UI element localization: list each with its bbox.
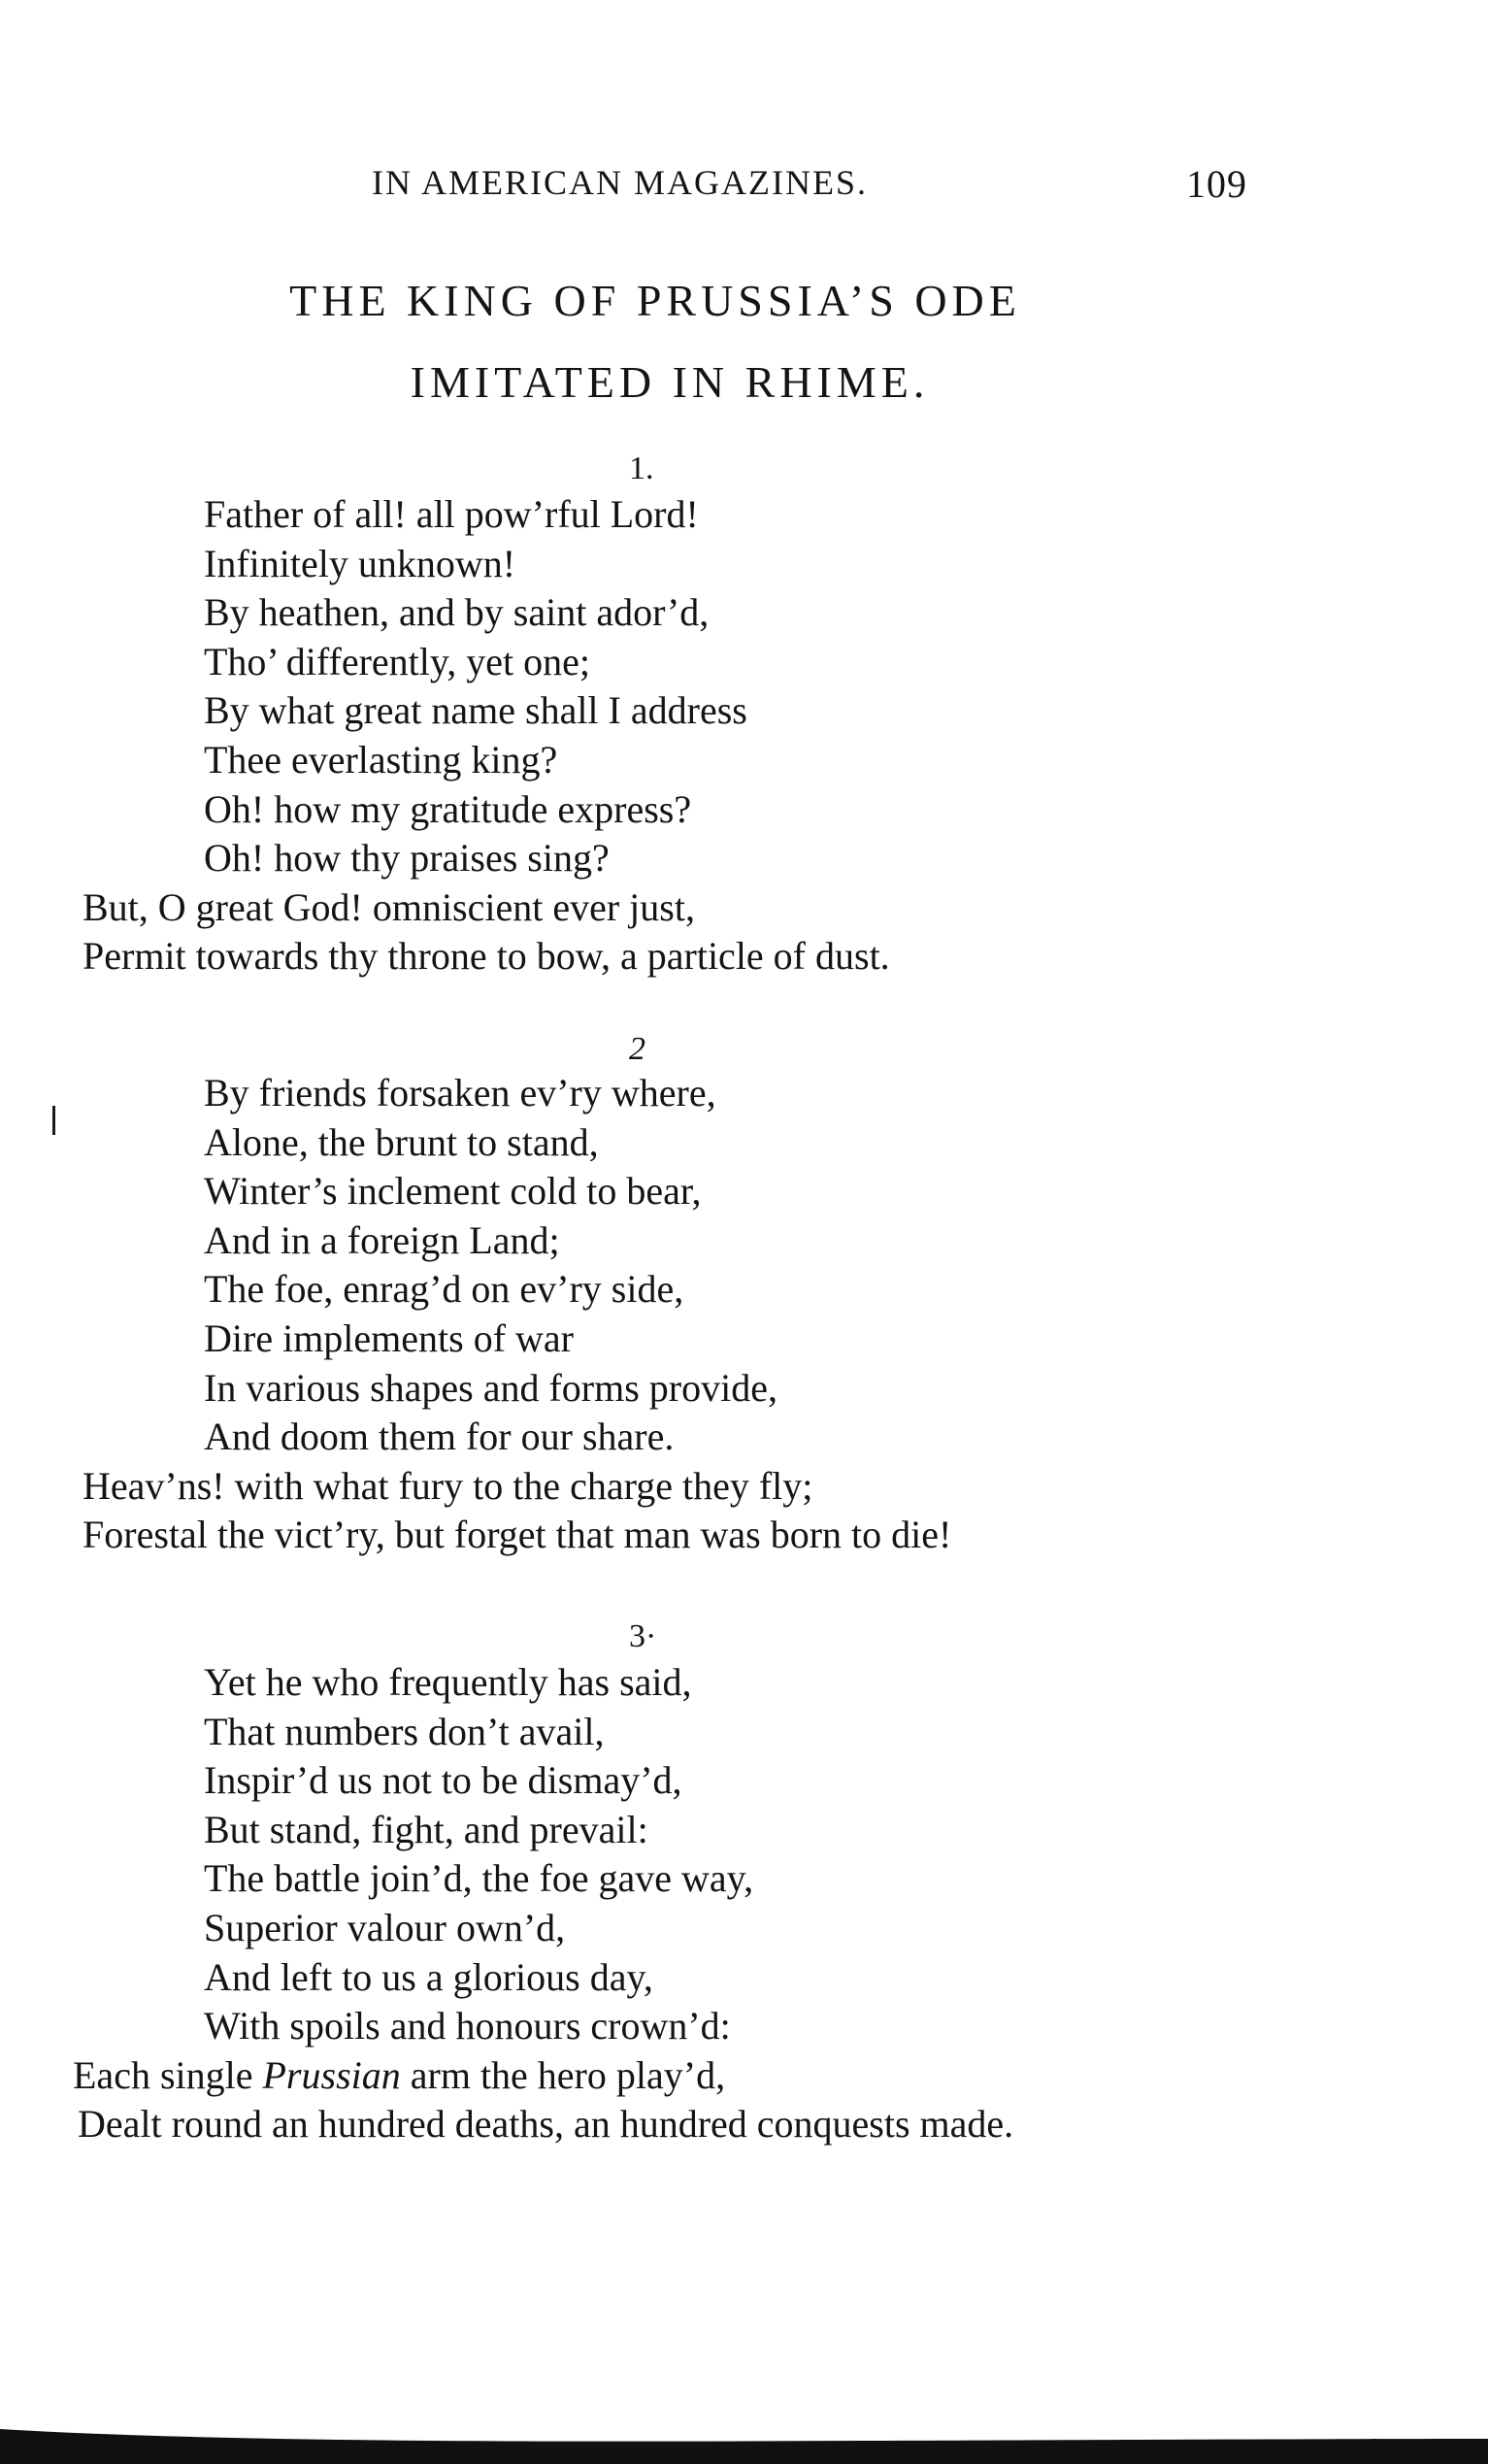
verse-line: Tho’ differently, yet one; — [204, 639, 591, 683]
verse-line: With spoils and honours crown’d: — [204, 2004, 731, 2048]
bottom-edge-shadow — [0, 2419, 1488, 2464]
running-head: IN AMERICAN MAGAZINES. — [372, 163, 868, 202]
stanza — [0, 490, 1488, 982]
verse-line: Oh! how my gratitude express? — [204, 786, 692, 831]
verse-line: By what great name shall I address — [204, 688, 747, 733]
verse-line: Dealt round an hundred deaths, an hundred conquests made. — [78, 2102, 1014, 2147]
poem-subtitle: IMITATED IN RHIME. — [410, 357, 930, 407]
verse-line: And doom them for our share. — [204, 1415, 675, 1459]
verse-line: Inspir’d us not to be dismay’d, — [204, 1758, 682, 1803]
verse-line — [0, 2051, 1488, 2101]
verse-word: single — [159, 2052, 253, 2097]
verse-line: Permit towards thy throne to bow, a particle of dust. — [83, 934, 890, 979]
verse-line: Oh! how thy praises sing? — [204, 836, 610, 881]
italic-word: Prussian — [262, 2052, 401, 2097]
verse-line: Yet he who frequently has said, — [204, 1660, 692, 1704]
verse-line: And in a foreign Land; — [204, 1217, 560, 1262]
verse-line: In various shapes and forms provide, — [204, 1365, 777, 1410]
poem-title: THE KING OF PRUSSIA’S ODE — [289, 276, 1021, 325]
verse-line: Thee everlasting king? — [204, 737, 558, 782]
page-number: 109 — [1186, 162, 1247, 206]
verse-line: The battle join’d, the foe gave way, — [204, 1856, 754, 1901]
verse-line: Winter’s inclement cold to bear, — [204, 1169, 702, 1214]
verse-line: Infinitely unknown! — [204, 541, 516, 585]
stanza — [0, 1658, 1488, 2149]
verse-line: Superior valour own’d, — [204, 1905, 566, 1949]
stanza-number: 1. — [629, 450, 654, 486]
verse-word: Each — [73, 2052, 150, 2097]
verse-line: Dire implements of war — [204, 1315, 574, 1360]
verse-line: But, O great God! omniscient ever just, — [83, 884, 695, 929]
stanza — [0, 1069, 1488, 1560]
verse-line: By heathen, and by saint ador’d, — [204, 590, 710, 635]
stanza-number: 2 — [629, 1031, 645, 1067]
verse-line: And left to us a glorious day, — [204, 1954, 653, 1999]
verse-line: Father of all! all pow’rful Lord! — [204, 492, 699, 536]
verse-line: The foe, enrag’d on ev’ry side, — [204, 1267, 684, 1312]
verse-line: Alone, the brunt to stand, — [204, 1119, 599, 1164]
verse-line: Forestal the vict’ry, but forget that man was born to die! — [83, 1513, 952, 1557]
stanza-number: 3· — [629, 1618, 657, 1654]
verse-line: That numbers don’t avail, — [204, 1709, 605, 1753]
verse-line: By friends forsaken ev’ry where, — [204, 1071, 716, 1115]
verse-line: Heav’ns! with what fury to the charge they fly; — [83, 1463, 813, 1508]
verse-word: arm the hero play’d, — [410, 2052, 726, 2097]
verse-line: But stand, fight, and prevail: — [204, 1807, 648, 1851]
